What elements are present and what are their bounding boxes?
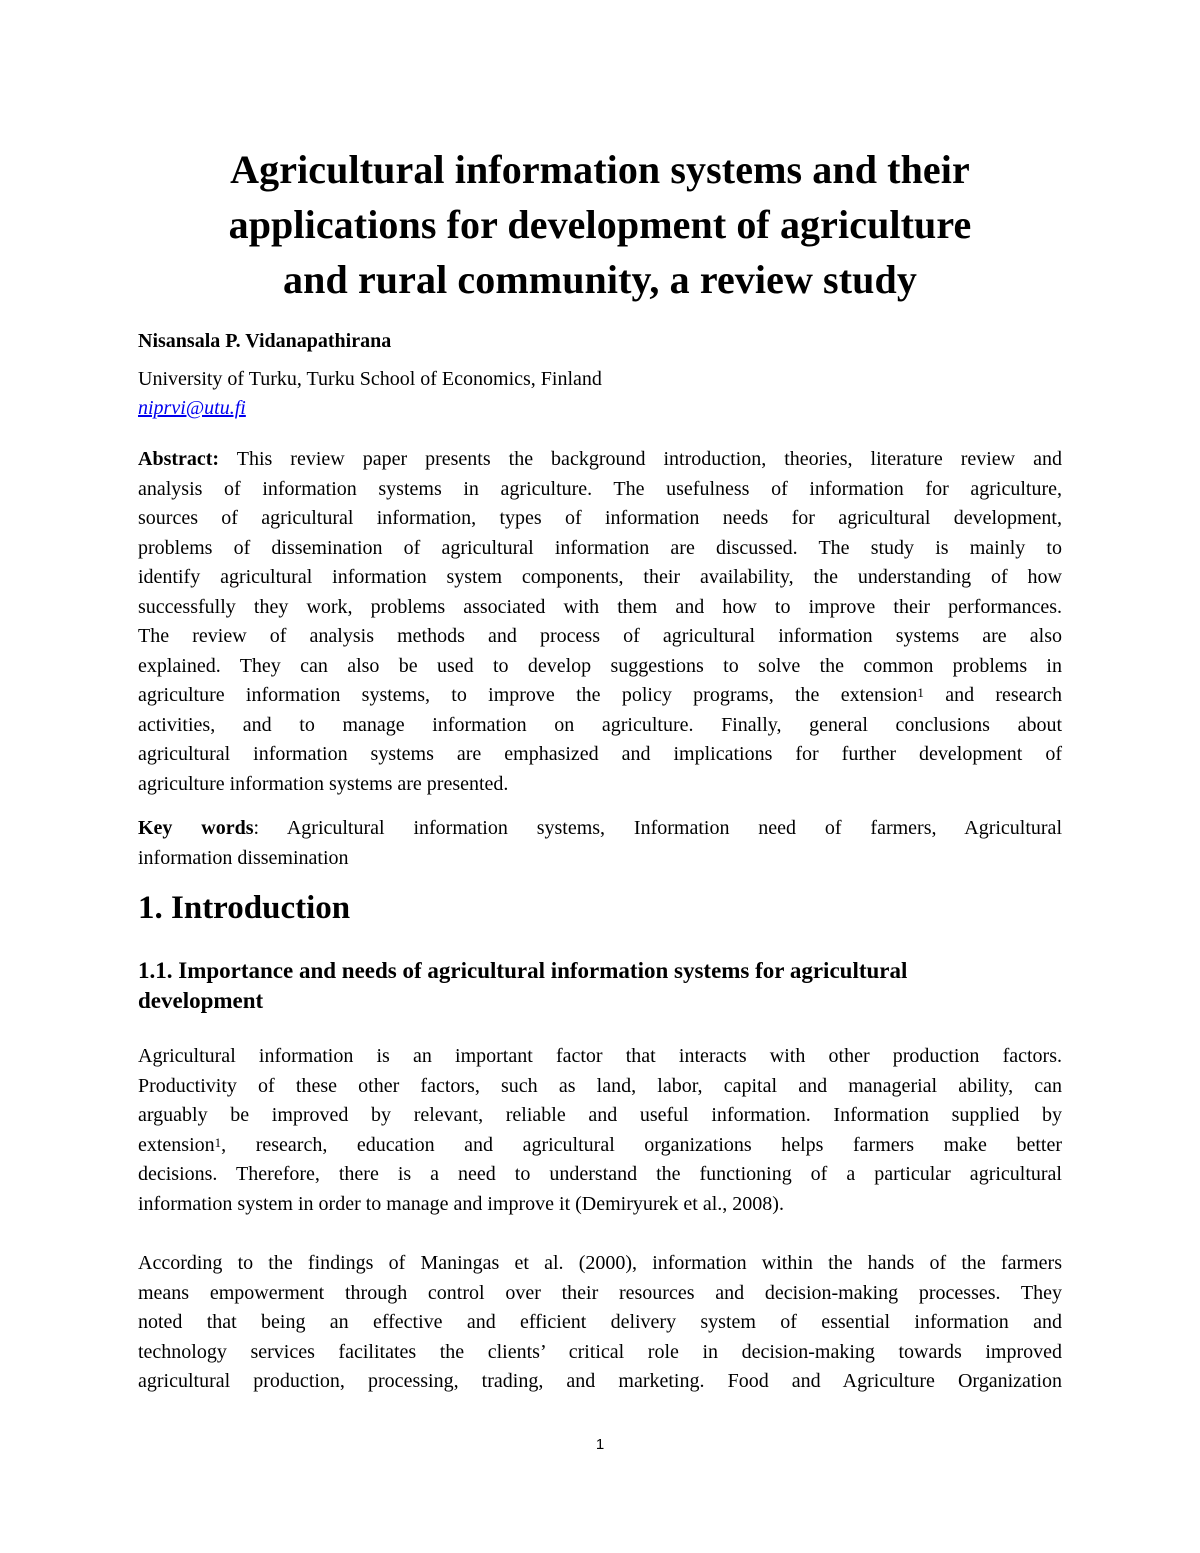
document-page (138, 0, 1062, 1553)
body-paragraph (138, 1249, 1062, 1397)
subsection-heading-line: development (138, 988, 264, 1013)
paragraph-line: Productivity of these other factors, such as land, labor, capital and managerial ability, can (138, 1074, 1062, 1097)
abstract-line: agricultural information systems are emphasized and implications for further development of (138, 743, 1062, 765)
abstract-line: successfully they work, problems associated with them and how to improve their performances. (138, 595, 1062, 618)
abstract-label: Abstract: (138, 448, 220, 470)
abstract-line: sources of agricultural information, types of information needs for agricultural development, (138, 507, 1062, 529)
abstract-line (138, 681, 1062, 711)
abstract-line: problems of dissemination of agricultural information are discussed. The study is mainly to (138, 536, 1062, 559)
paragraph-text: , research, education and agricultural organizations helps farmers make better (221, 1133, 1062, 1156)
paragraph-line: decisions. Therefore, there is a need to understand the functioning of a particular agricultural (138, 1163, 1062, 1185)
paper-title (138, 142, 1062, 307)
abstract-line: analysis of information systems in agriculture. The usefulness of information for agriculture, (138, 477, 1062, 500)
author-email-link[interactable]: niprvi@utu.fi (138, 397, 246, 419)
abstract-line: explained. They can also be used to develop suggestions to solve the common problems in (138, 654, 1062, 677)
paragraph-line: technology services facilitates the clients’ critical role in decision-making towards improved (138, 1340, 1062, 1363)
subsection-heading (138, 956, 1062, 1016)
author-name: Nisansala P. Vidanapathirana (138, 330, 392, 352)
footnote-marker: 1 (917, 685, 924, 700)
abstract-line: The review of analysis methods and process of agricultural information systems are also (138, 625, 1062, 647)
author-affiliation: University of Turku, Turku School of Economics, Finland (138, 368, 602, 390)
paragraph-text: extension (138, 1133, 215, 1156)
abstract-paragraph (138, 445, 1062, 799)
page-number: 1 (595, 1436, 605, 1453)
subsection-heading-line: 1.1. Importance and needs of agricultural information systems for agricultural (138, 958, 908, 983)
body-paragraph (138, 1042, 1062, 1219)
keywords-label: Key words (138, 817, 254, 839)
abstract-text: agriculture information systems, to improve the policy programs, the extension (138, 684, 918, 706)
keywords-text: : Agricultural information systems, Information need of farmers, Agricultural (253, 817, 1062, 839)
abstract-line (138, 445, 1062, 475)
abstract-line: activities, and to manage information on agriculture. Finally, general conclusions about (138, 713, 1062, 736)
paragraph-line: Agricultural information is an important factor that interacts with other production factors. (138, 1045, 1062, 1067)
abstract-text: and research (923, 684, 1062, 706)
keywords-line (138, 814, 1062, 844)
abstract-line: identify agricultural information system components, their availability, the understanding of how (138, 566, 1062, 588)
paragraph-line: noted that being an effective and efficient delivery system of essential information and (138, 1311, 1062, 1333)
paragraph-line: means empowerment through control over their resources and decision-making processes. They (138, 1281, 1062, 1304)
paragraph-line: information system in order to manage and improve it (Demiryurek et al., 2008). (138, 1192, 784, 1215)
section-heading: 1. Introduction (138, 890, 351, 926)
paragraph-line: agricultural production, processing, trading, and marketing. Food and Agriculture Organization (138, 1370, 1062, 1392)
title-line: and rural community, a review study (283, 257, 917, 302)
keywords-paragraph (138, 814, 1062, 873)
paragraph-line: arguably be improved by relevant, reliable and useful information. Information supplied by (138, 1104, 1062, 1126)
title-line: applications for development of agriculture (228, 202, 972, 247)
footnote-marker: 1 (214, 1134, 222, 1150)
title-line: Agricultural information systems and their (230, 147, 970, 192)
abstract-line: agriculture information systems are presented. (138, 772, 509, 795)
abstract-text: This review paper presents the background introduction, theories, literature review and (219, 448, 1062, 470)
paragraph-line (138, 1131, 1062, 1161)
keywords-line: information dissemination (138, 846, 349, 869)
paragraph-line: According to the findings of Maningas et al. (2000), information within the hands of the farmers (138, 1252, 1062, 1274)
